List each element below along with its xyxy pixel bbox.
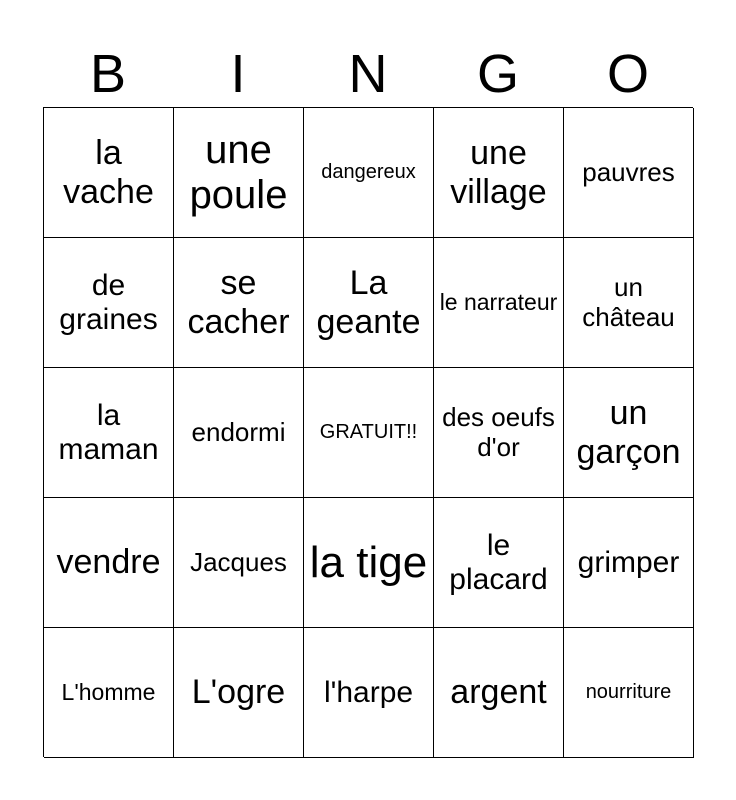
bingo-cell[interactable] [564,628,694,758]
cell-label: se cacher [187,264,290,341]
cell-label: nourriture [585,681,672,704]
bingo-cell[interactable] [434,628,564,758]
bingo-cell[interactable] [174,498,304,628]
bingo-cell[interactable] [304,628,434,758]
bingo-cell[interactable] [44,238,174,368]
cell-label: une poule [189,127,288,217]
cell-label: des oeufs d'or [442,402,555,462]
header-letter-g: G [476,44,519,104]
bingo-board [43,107,693,757]
bingo-cell[interactable] [44,498,174,628]
bingo-cell[interactable] [564,238,694,368]
cell-label: grimper [577,545,680,579]
cell-label: L'homme [61,678,156,705]
cell-label: la vache [63,134,154,211]
cell-label: le placard [449,528,548,596]
cell-label: endormi [191,416,286,447]
cell-label: GRATUIT!! [319,421,418,444]
cell-label: L'ogre [191,673,286,712]
cell-label: argent [450,673,547,712]
header-letter-b: B [89,44,127,104]
bingo-cell[interactable] [44,108,174,238]
bingo-cell[interactable] [304,108,434,238]
bingo-cell[interactable] [434,368,564,498]
bingo-cell[interactable] [174,628,304,758]
cell-label: l'harpe [323,675,414,709]
cell-label: dangereux [321,161,416,184]
cell-label: la tige [309,537,428,587]
bingo-cell[interactable] [174,108,304,238]
cell-label: un garçon [576,394,681,471]
cell-label: un château [582,272,675,332]
cell-label: La geante [316,264,421,341]
cell-label: vendre [56,543,161,582]
free-space-cell[interactable] [304,368,434,498]
header-letter-n: N [348,44,388,104]
bingo-cell[interactable] [44,368,174,498]
bingo-header [43,42,693,106]
bingo-cell[interactable] [44,628,174,758]
bingo-cell[interactable] [434,108,564,238]
cell-label: une village [450,134,547,211]
cell-label: pauvres [582,156,675,187]
bingo-cell[interactable] [564,108,694,238]
cell-label: Jacques [190,546,287,577]
cell-label: la maman [58,398,159,466]
bingo-cell[interactable] [434,238,564,368]
bingo-cell[interactable] [174,368,304,498]
bingo-cell[interactable] [564,498,694,628]
bingo-cell[interactable] [174,238,304,368]
cell-label: de graines [59,268,158,336]
bingo-cell[interactable] [304,498,434,628]
header-letter-i: I [230,44,246,104]
bingo-cell[interactable] [304,238,434,368]
bingo-cell[interactable] [564,368,694,498]
header-letter-o: O [606,44,649,104]
bingo-cell[interactable] [434,498,564,628]
cell-label: le narrateur [439,288,558,315]
